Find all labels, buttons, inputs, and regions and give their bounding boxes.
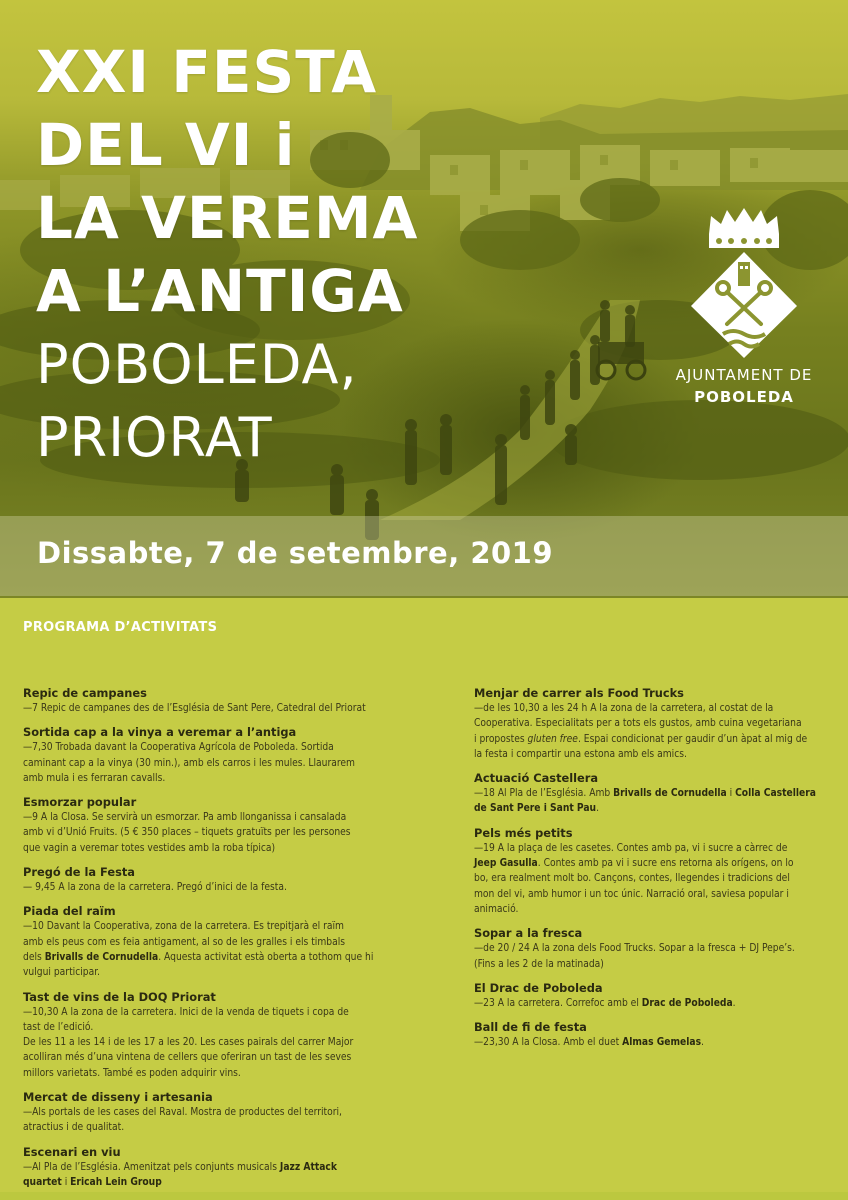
activity-live-stage [23,1145,391,1191]
performer-name: Jeep Gasulla [474,858,538,870]
performer-name: Brivalls de Cornudella [613,788,727,800]
activity-title: Mercat de disseny i artesania [23,1090,213,1105]
performer-name: de Sant Pere i Sant Pau [474,803,597,815]
activity-text: quartet i Ericah Lein Group [23,1176,162,1188]
activity-title: Repic de campanes [23,686,147,700]
activity-text: mon del vi, amb humor i un toc únic. Narració oral, saviesa popular i [474,888,789,900]
performer-name: Almas Gemelas [622,1037,702,1049]
activity-fire-run [474,981,836,1011]
activity-text: acolliran més d’una vintena de cellers que oferiran un tast de les seves [23,1052,352,1064]
activity-title: Pels més petits [474,825,573,840]
activity-title: Tast de vins de la DOQ Priorat [23,989,216,1004]
activity-text: Cooperativa. Especialitats per a tots els gustos, amb cuina vegetariana [474,718,802,730]
activity-title: Actuació Castellera [474,771,599,786]
activity-food-trucks [474,686,836,762]
title-line-1: XXI FESTA [36,38,378,106]
activity-wine-tasting [23,990,391,1081]
activity-text: vulgui participar. [23,967,100,979]
activity-title: Ball de fi de festa [474,1020,587,1035]
activity-title: Sopar a la fresca [474,926,583,941]
activity-breakfast [23,795,391,856]
performer-name: Colla Castellera [735,788,816,800]
activity-text: —23,30 A la Closa. Amb el duet Almas Gemelas. [474,1037,704,1049]
programme-column-right [474,686,836,1059]
activity-text: — 9,45 A la zona de la carretera. Pregó d’inici de la festa. [23,882,287,894]
title-line-3: LA VEREMA [36,184,419,252]
performer-name: Ericah Lein Group [70,1176,162,1188]
activity-text: de Sant Pere i Sant Pau. [474,803,599,815]
activity-text: tast de l’edició. [23,1021,94,1033]
activity-text: i propostes gluten free. Espai condicionat per gaudir d’un àpat al mig de [474,733,808,745]
activity-text: —23 A la carretera. Correfoc amb el Drac de Poboleda. [474,997,736,1009]
activity-craft-market [23,1090,391,1136]
activity-title: Sortida cap a la vinya a veremar a l’antiga [23,725,297,740]
festival-title [36,36,418,474]
title-location-1: POBOLEDA, [36,333,358,396]
activity-closing-dance [474,1020,836,1050]
activity-text: —de les 10,30 a les 24 h A la zona de la carretera, al costat de la [474,703,774,714]
activity-text: amb mula i es ferraran cavalls. [23,772,166,784]
activity-text: —Al Pla de l’Església. Amenitzat pels conjunts musicals Jazz Attack [23,1161,337,1173]
title-location-2: PRIORAT [36,406,273,469]
activity-title: Piada del raïm [23,904,116,919]
hero-photo [0,0,848,598]
activity-text: (Fins a les 2 de la matinada) [474,958,604,970]
event-date: Dissabte, 7 de setembre, 2019 [37,536,554,570]
performer-name: Brivalls de Cornudella [44,951,159,963]
activity-text: amb vi d’Unió Fruits. (5 € 350 places – tiquets gratuïts per les persones [23,827,351,839]
activity-text: —Als portals de les cases del Raval. Mostra de productes del territori, [23,1107,342,1119]
activity-kids [474,826,836,917]
activity-text: —10 Davant la Cooperativa, zona de la carretera. Es trepitjarà el raïm [23,921,344,933]
activity-text: —18 Al Pla de l’Església. Amb Brivalls de Cornudella i Colla Castellera [474,788,816,800]
logo-line-1: AJUNTAMENT DE [675,366,813,384]
activity-human-towers [474,771,836,817]
date-band [0,516,848,596]
activity-text: animació. [474,903,519,915]
activity-bell-ringing [23,686,391,716]
coat-of-arms-icon [689,206,799,358]
activity-text: —9 A la Closa. Se servirà un esmorzar. Pa amb llonganissa i cansalada [23,812,347,824]
performer-name: Drac de Poboleda [641,997,733,1009]
programme-column-left [23,686,391,1199]
activity-text: caminant cap a la vinya (30 min.), amb els carros i les mules. Llaurarem [23,757,355,769]
activity-title: Escenari en viu [23,1144,121,1159]
performer-name: Jazz Attack [279,1161,337,1173]
activity-text: millors varietats. També es poden adquirir vins. [23,1067,241,1079]
emphasis: gluten free [527,733,578,745]
activity-title: Esmorzar popular [23,795,137,810]
activity-title: Pregó de la Festa [23,865,135,880]
logo-line-2: POBOLEDA [694,388,794,406]
activity-text: bo, era realment molt bo. Cançons, contes, llegendes i tradicions del [474,873,790,885]
activity-title: Menjar de carrer als Food Trucks [474,686,684,700]
activity-text: —19 A la plaça de les casetes. Contes amb pa, vi i sucre a càrrec de [474,842,788,854]
activity-text: De les 11 a les 14 i de les 17 a les 20. Les cases pairals del carrer Major [23,1037,354,1049]
performer-name: quartet [23,1176,62,1188]
activity-text: —7 Repic de campanes des de l’Església de Sant Pere, Catedral del Priorat [23,703,366,714]
bottom-border [0,1192,848,1200]
title-line-2: DEL VI i [36,111,296,179]
activity-text: que vagin a veremar totes vestides amb la roba típica) [23,842,276,854]
activity-proclamation [23,865,391,895]
activity-text: —7,30 Trobada davant la Cooperativa Agrícola de Poboleda. Sortida [23,742,334,754]
activity-title: El Drac de Poboleda [474,980,603,995]
activity-text: dels Brivalls de Cornudella. Aquesta activitat està oberta a tothom que hi [23,951,374,963]
activity-text: la festa i compartir una estona amb els amics. [474,748,687,760]
activity-text: Jeep Gasulla. Contes amb pa vi i sucre ens retorna als orígens, on lo [474,858,794,870]
title-line-4: A L’ANTIGA [36,257,404,325]
town-council-logo [664,206,824,406]
activity-text: atractius i de qualitat. [23,1122,125,1134]
activity-vineyard-departure [23,725,391,786]
programme-heading: PROGRAMA D’ACTIVITATS [23,620,218,635]
activity-text: amb els peus com es feia antigament, al so de les gralles i els timbals [23,936,346,948]
activity-grape-stomping [23,904,391,980]
activity-text: —10,30 A la zona de la carretera. Inici de la venda de tiquets i copa de [23,1006,349,1018]
activity-open-air-dinner [474,926,836,972]
activity-text: —de 20 / 24 A la zona dels Food Trucks. Sopar a la fresca + DJ Pepe’s. [474,943,795,955]
